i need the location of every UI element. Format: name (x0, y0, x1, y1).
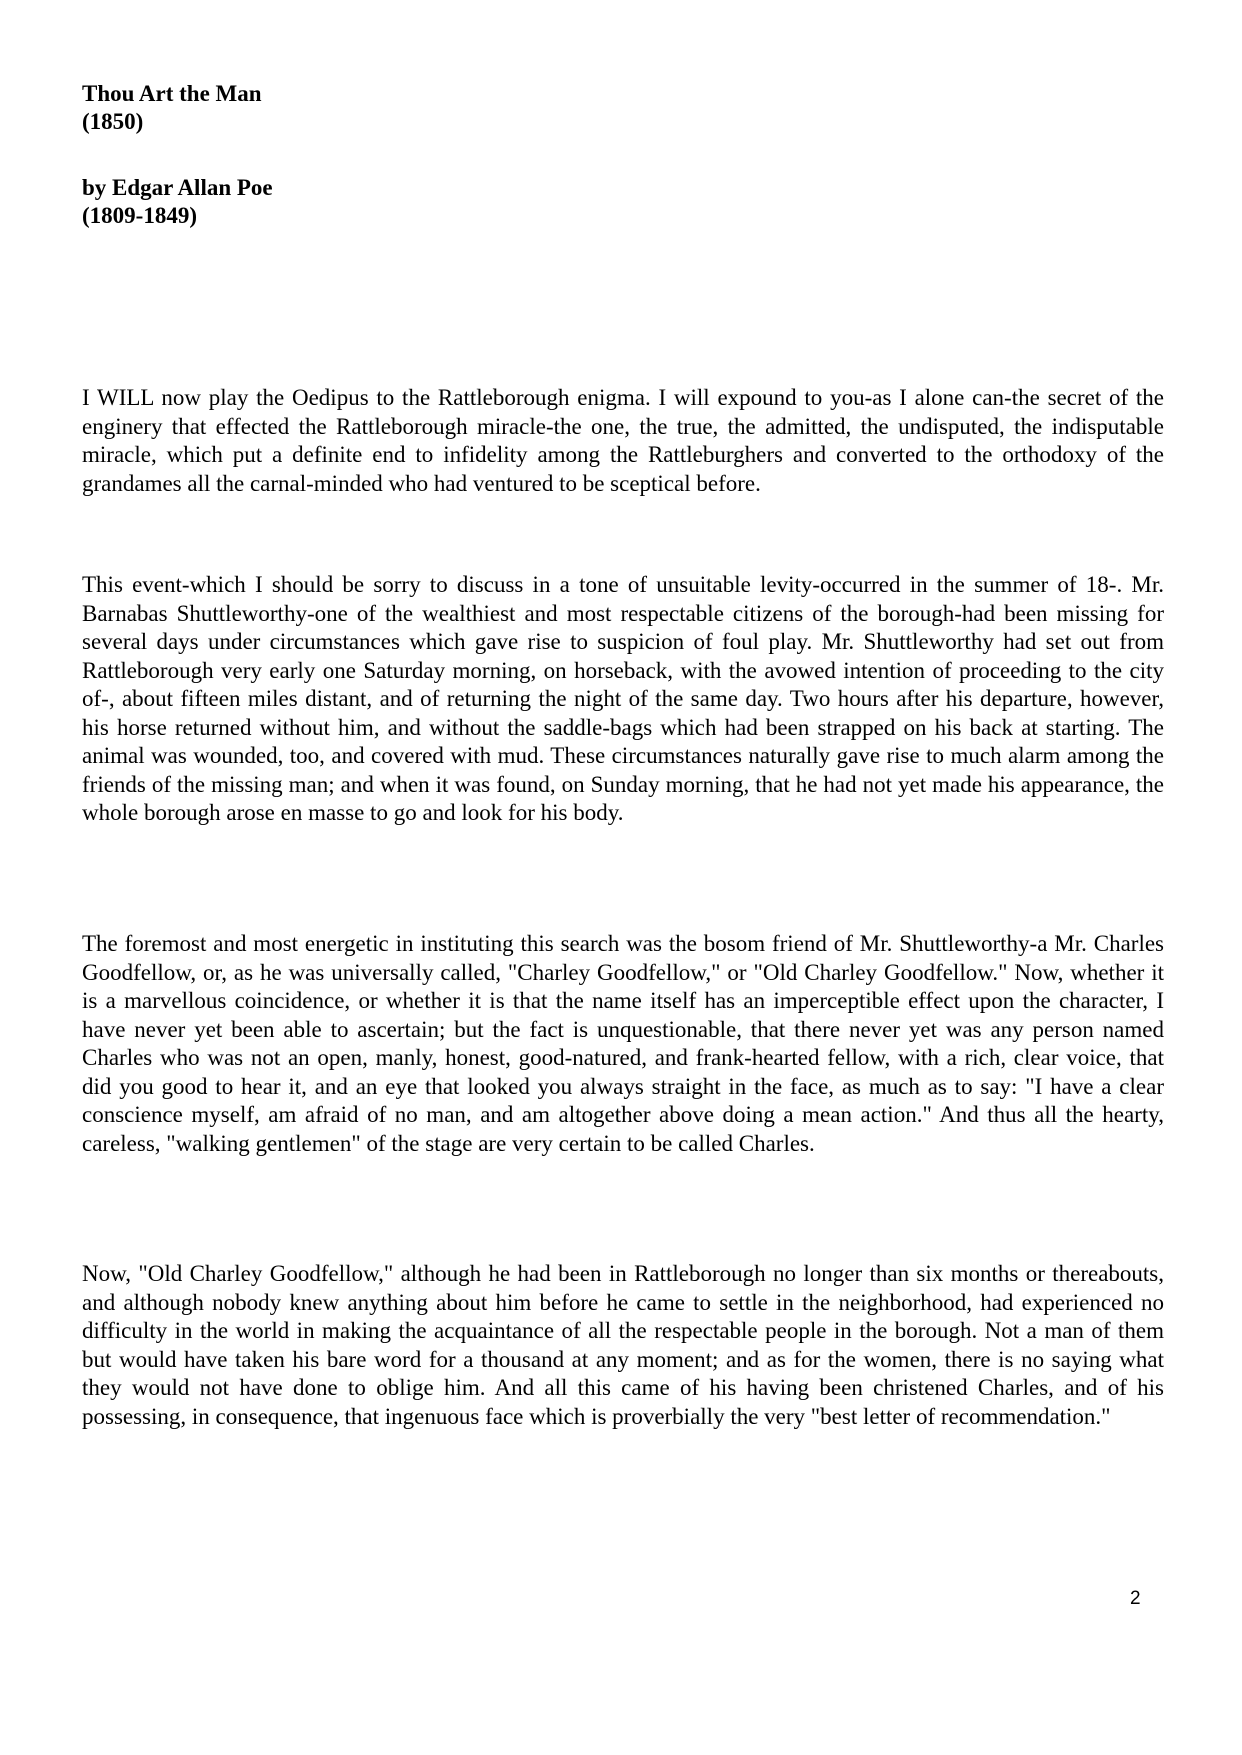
author-lifespan: (1809-1849) (82, 203, 197, 228)
title-spacer (82, 136, 682, 174)
paragraph-3: The foremost and most energetic in instituting this search was the bosom friend of Mr. Shuttleworthy-a Mr. Charles Goodfellow, or, as he was universally called, "Charley Goodfellow," or "Old Charley Goodfellow." Now, whether it is a marvellous coincidence, or whether it is that the name itself has an imperceptible effect upon the character, I have never yet been able to ascertain; but the fact is unquestionable, that there never yet was any person named Charles who was not an open, manly, honest, good-natured, and frank-hearted fellow, with a rich, clear voice, that did you good to hear it, and an eye that looked you always straight in the face, as much as to say: "I have a clear conscience myself, am afraid of no man, and am altogether above doing a mean action." And thus all the hearty, careless, "walking gentlemen" of the stage are very certain to be called Charles. (82, 931, 1164, 1156)
title-block (82, 80, 682, 230)
paragraph-4: Now, "Old Charley Goodfellow," although he had been in Rattleborough no longer than six months or thereabouts, and although nobody knew anything about him before he came to settle in the neighborhood, had experienced no difficulty in the world in making the acquaintance of all the respectable people in the borough. Not a man of them but would have taken his bare word for a thousand at any moment; and as for the women, there is no saying what they would not have done to oblige him. And all this came of his having been christened Charles, and of his possessing, in consequence, that ingenuous face which is proverbially the very "best letter of recommendation." (82, 1261, 1164, 1429)
paragraph-1: I WILL now play the Oedipus to the Rattleborough enigma. I will expound to you-as I alone can-the secret of the enginery that effected the Rattleborough miracle-the one, the true, the admitted, the undisputed, the indisputable miracle, which put a definite end to infidelity among the Rattleburghers and converted to the orthodoxy of the grandames all the carnal-minded who had ventured to be sceptical before. (82, 385, 1164, 496)
page-number: 2 (1130, 1588, 1141, 1609)
paragraph-2: This event-which I should be sorry to discuss in a tone of unsuitable levity-occurred in the summer of 18-. Mr. Barnabas Shuttleworthy-one of the wealthiest and most respectable citizens of the borough-had been missing for several days under circumstances which gave rise to suspicion of foul play. Mr. Shuttleworthy had set out from Rattleborough very early one Saturday morning, on horseback, with the avowed intention of proceeding to the city of-, about fifteen miles distant, and of returning the night of the same day. Two hours after his departure, however, his horse returned without him, and without the saddle-bags which had been strapped on his back at starting. The animal was wounded, too, and covered with mud. These circumstances naturally gave rise to much alarm among the friends of the missing man; and when it was found, on Sunday morning, that he had not yet made his appearance, the whole borough arose en masse to go and look for his body. (82, 572, 1164, 825)
author-byline: by Edgar Allan Poe (82, 175, 273, 200)
story-title: Thou Art the Man (82, 81, 262, 106)
publication-year: (1850) (82, 109, 144, 134)
